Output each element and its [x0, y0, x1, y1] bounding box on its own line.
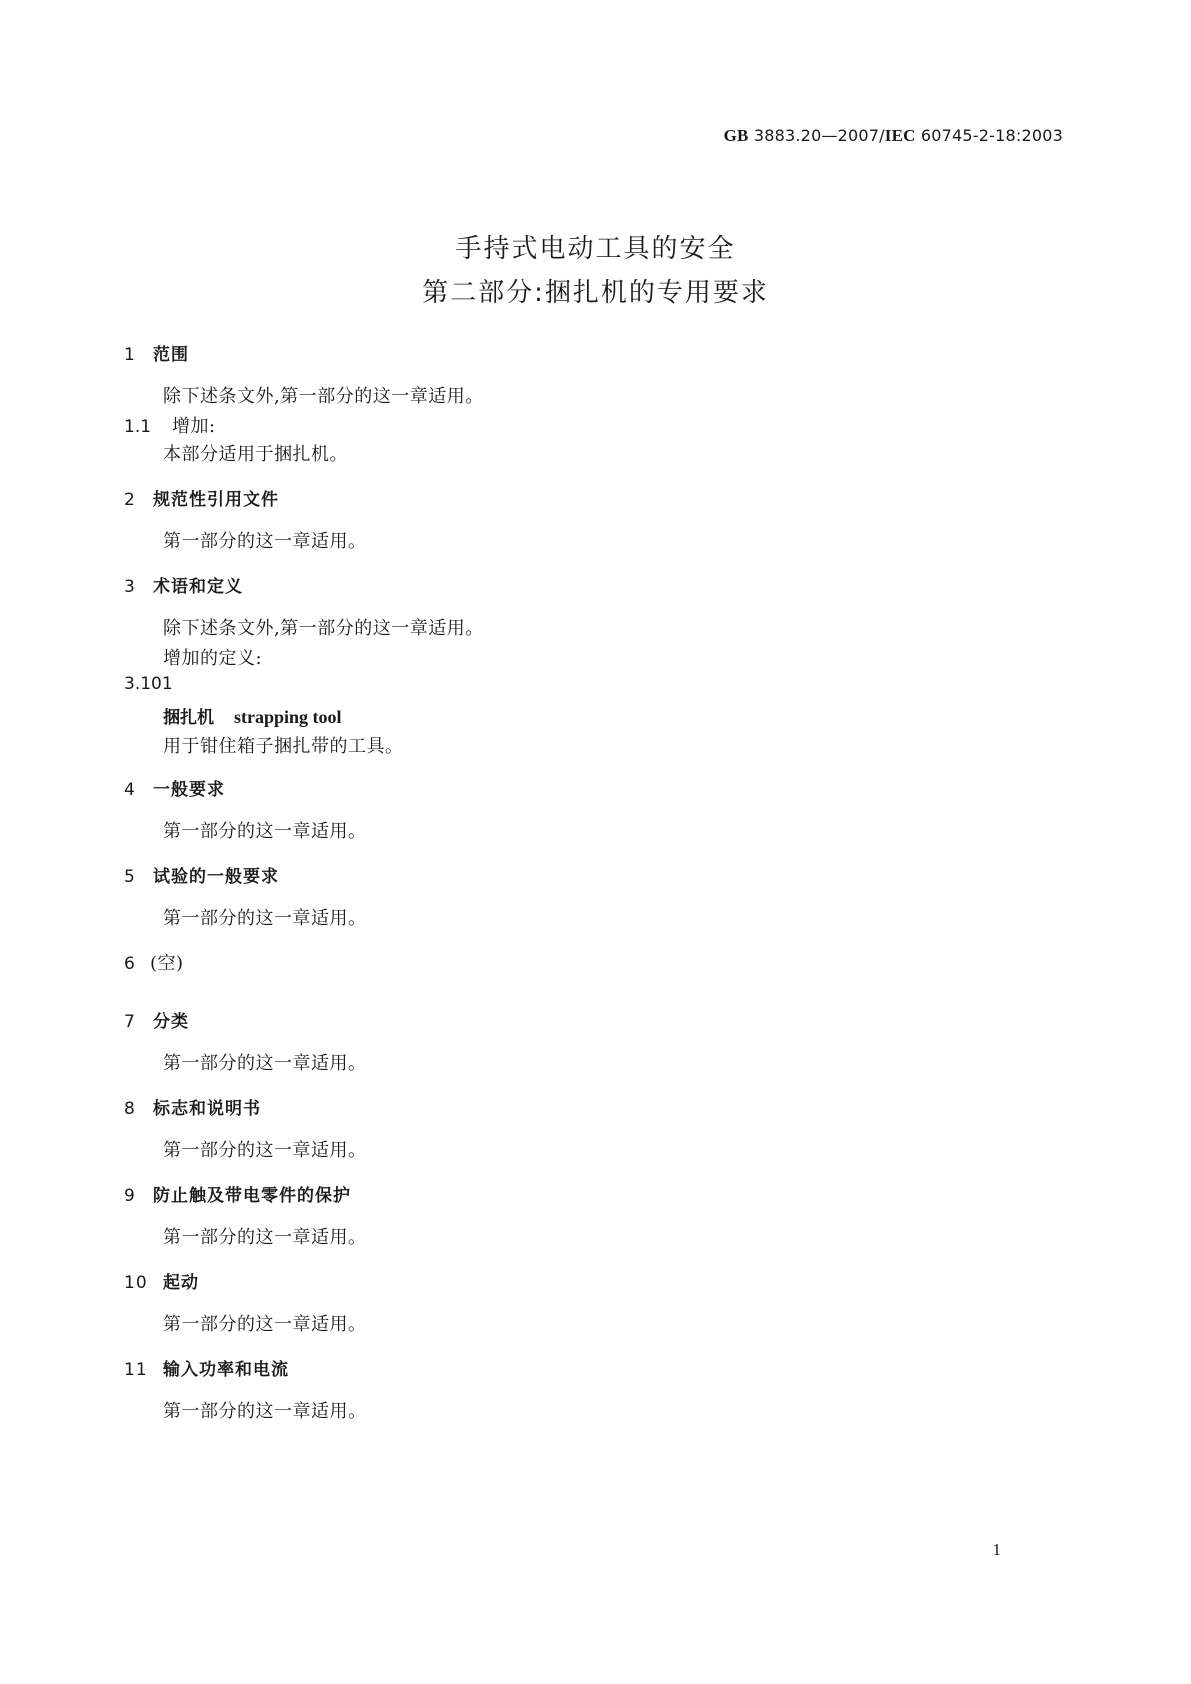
term-definition: 用于钳住箱子捆扎带的工具。 [163, 736, 404, 757]
std-code-number: 3883.20—2007/ [748, 126, 885, 145]
section-8-heading [124, 1094, 261, 1119]
section-3-paragraph-2: 增加的定义: [163, 648, 263, 669]
section-number: 1 [124, 345, 136, 365]
section-6-heading [124, 949, 184, 975]
section-3-paragraph-1: 除下述条文外,第一部分的这一章适用。 [163, 618, 484, 639]
section-2-heading [124, 485, 279, 510]
section-title: 起动 [163, 1273, 199, 1293]
section-5-heading [124, 862, 279, 887]
document-title-line1: 手持式电动工具的安全 [455, 234, 736, 264]
section-11-paragraph: 第一部分的这一章适用。 [163, 1401, 367, 1422]
section-title: 输入功率和电流 [163, 1360, 289, 1380]
section-title: 术语和定义 [153, 577, 243, 597]
section-5-paragraph: 第一部分的这一章适用。 [163, 908, 367, 929]
clause-number: 1.1 [124, 417, 152, 437]
clause-1-1 [124, 412, 216, 438]
term-english: strapping tool [234, 707, 342, 727]
std-code-gb: GB [723, 126, 749, 145]
section-7-heading [124, 1007, 189, 1032]
section-title: 标志和说明书 [153, 1099, 261, 1119]
clause-3-101-number: 3.101 [124, 674, 173, 694]
section-4-paragraph: 第一部分的这一章适用。 [163, 821, 367, 842]
section-number: 4 [124, 780, 136, 800]
document-title-line2: 第二部分:捆扎机的专用要求 [422, 278, 769, 308]
standard-code [724, 126, 1063, 146]
section-number: 8 [124, 1099, 136, 1119]
page-number: 1 [992, 1540, 1001, 1559]
std-code-iec-number: 60745-2-18:2003 [915, 126, 1063, 145]
section-11-heading [124, 1355, 289, 1380]
section-7-paragraph: 第一部分的这一章适用。 [163, 1053, 367, 1074]
section-title: 规范性引用文件 [153, 490, 279, 510]
section-number: 10 [124, 1273, 148, 1293]
std-code-iec: IEC [884, 126, 916, 145]
section-9-paragraph: 第一部分的这一章适用。 [163, 1227, 367, 1248]
section-number: 5 [124, 867, 136, 887]
section-title: 分类 [153, 1012, 189, 1032]
section-title: 一般要求 [153, 780, 225, 800]
term-chinese: 捆扎机 [163, 708, 214, 728]
section-number: 3 [124, 577, 136, 597]
section-8-paragraph: 第一部分的这一章适用。 [163, 1140, 367, 1161]
section-number: 6 [124, 954, 136, 974]
section-number: 11 [124, 1360, 148, 1380]
section-number: 2 [124, 490, 136, 510]
section-9-heading [124, 1181, 351, 1206]
section-1-paragraph: 除下述条文外,第一部分的这一章适用。 [163, 386, 484, 407]
term-entry [163, 703, 342, 728]
clause-1-1-paragraph: 本部分适用于捆扎机。 [163, 444, 348, 465]
section-10-heading [124, 1268, 199, 1293]
section-2-paragraph: 第一部分的这一章适用。 [163, 531, 367, 552]
section-10-paragraph: 第一部分的这一章适用。 [163, 1314, 367, 1335]
section-number: 9 [124, 1186, 136, 1206]
section-1-heading [124, 340, 189, 365]
clause-label: 增加: [172, 416, 216, 437]
section-4-heading [124, 775, 225, 800]
section-title: 防止触及带电零件的保护 [153, 1186, 351, 1206]
section-title: 范围 [153, 345, 189, 365]
section-3-heading [124, 572, 243, 597]
section-number: 7 [124, 1012, 136, 1032]
section-title: (空) [150, 953, 184, 974]
section-title: 试验的一般要求 [153, 867, 279, 887]
